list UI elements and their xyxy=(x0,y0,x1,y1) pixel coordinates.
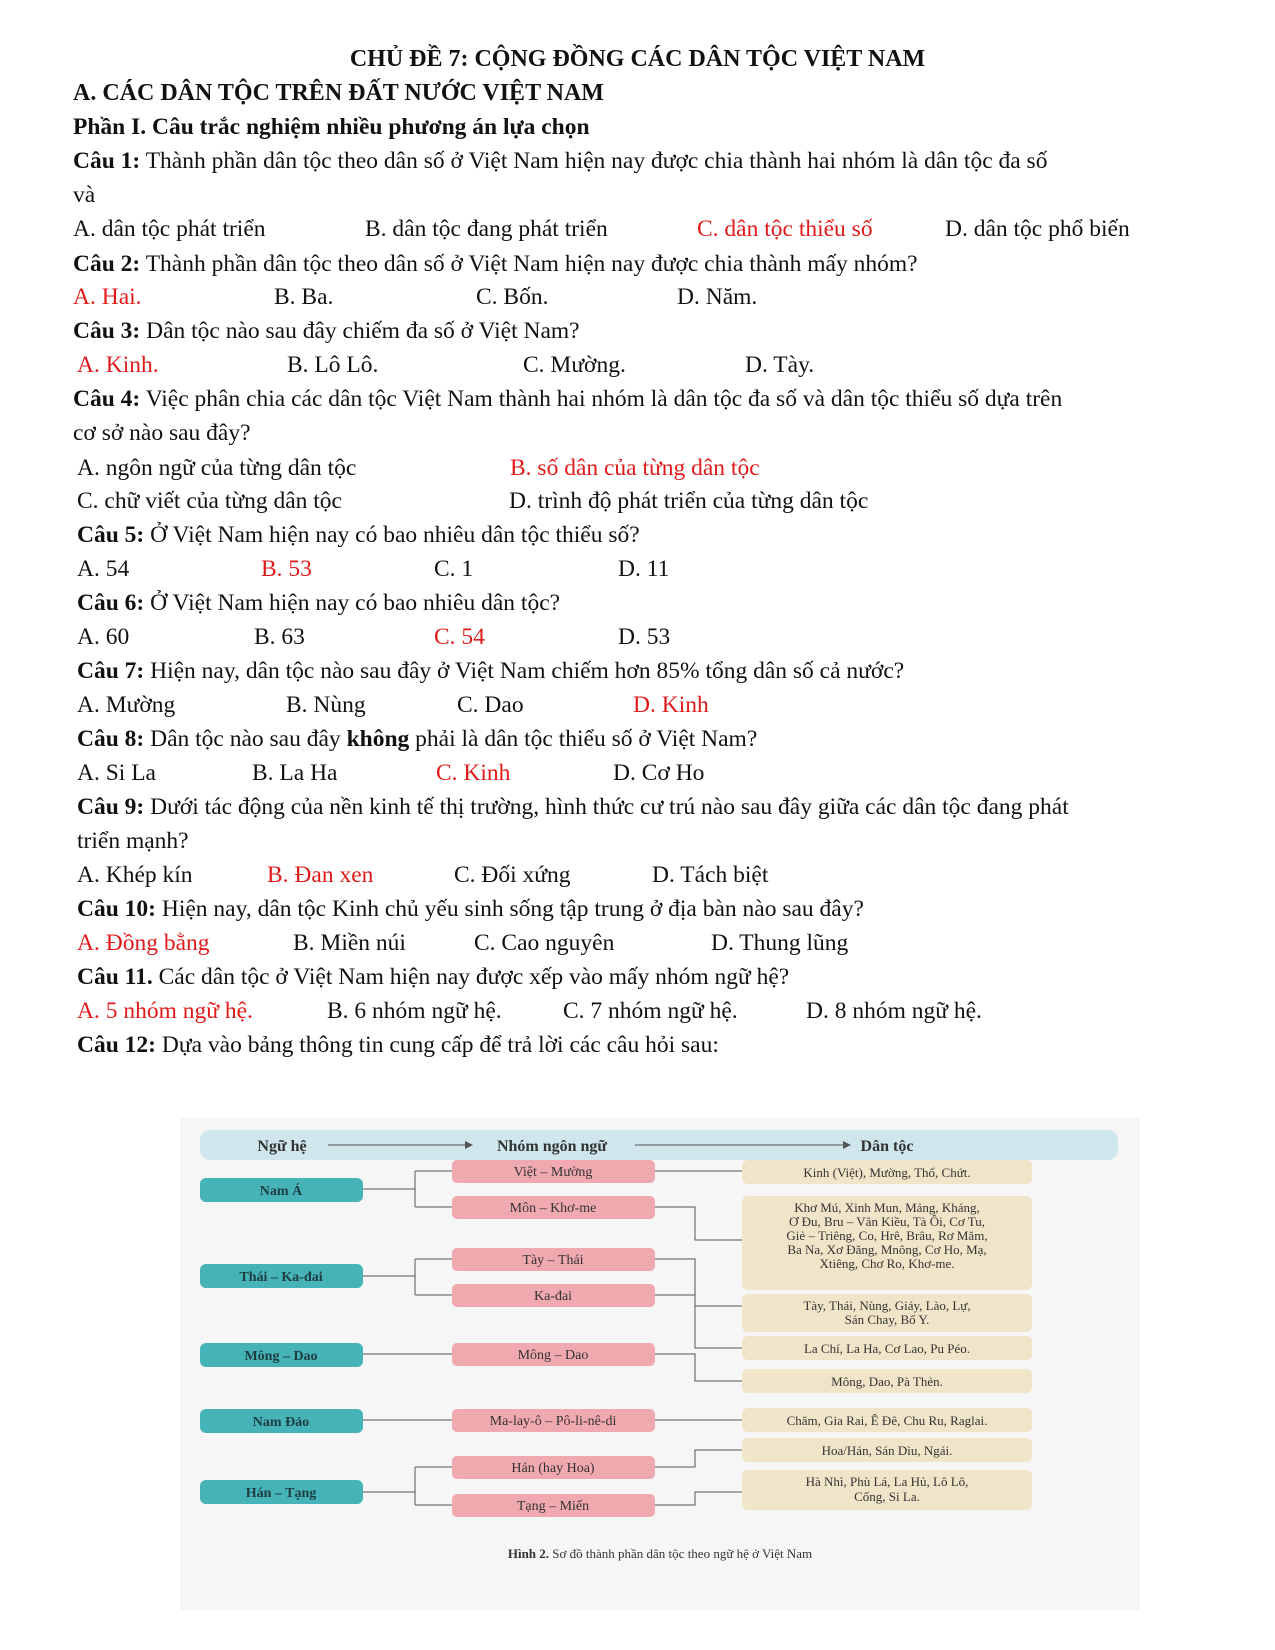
option-a: A. Mường xyxy=(77,692,176,718)
option-c: C. 1 xyxy=(434,556,474,582)
option-a: A. Si La xyxy=(77,760,156,786)
family-label: Nam Đảo xyxy=(252,1415,310,1430)
option-b: B. dân tộc đang phát triển xyxy=(365,216,608,242)
caption-text: Sơ đồ thành phần dân tộc theo ngữ hệ ở Việt Nam xyxy=(549,1546,813,1561)
option-c: C. Bốn. xyxy=(476,284,549,310)
peoples-mon-khome xyxy=(742,1196,1032,1290)
section-heading: A. CÁC DÂN TỘC TRÊN ĐẤT NƯỚC VIỆT NAM xyxy=(73,80,604,106)
group-label: Tạng – Miến xyxy=(516,1499,590,1514)
peoples-text: La Chí, La Ha, Cơ Lao, Pu Péo. xyxy=(803,1341,971,1356)
question-label: Câu 3: xyxy=(73,318,141,344)
option-b: B. Nùng xyxy=(286,692,366,718)
diagram-caption xyxy=(508,1546,812,1561)
question-label: Câu 7: xyxy=(77,658,145,684)
option-a: A. dân tộc phát triển xyxy=(73,216,266,242)
option-c: C. Mường. xyxy=(523,352,626,378)
peoples-text: Sán Chay, Bố Y. xyxy=(844,1312,930,1327)
peoples-text: Ba Na, Xơ Đăng, Mnông, Cơ Ho, Mạ, xyxy=(787,1242,987,1257)
option-b: B. 6 nhóm ngữ hệ. xyxy=(327,998,502,1024)
question-6 xyxy=(77,588,1275,618)
family-label: Nam Á xyxy=(259,1184,303,1199)
group-malayo-polynesian xyxy=(452,1409,655,1432)
question-label: Câu 11. xyxy=(77,964,153,990)
option-b: B. 63 xyxy=(254,624,305,650)
part-heading: Phần I. Câu trắc nghiệm nhiều phương án lựa chọn xyxy=(73,114,590,140)
group-label: Tày – Thái xyxy=(522,1253,584,1268)
question-text-continued: triển mạnh? xyxy=(77,828,189,854)
question-1 xyxy=(73,146,1275,176)
option-a-correct: A. 5 nhóm ngữ hệ. xyxy=(77,998,253,1024)
peoples-han xyxy=(742,1438,1032,1462)
question-text: Thành phần dân tộc theo dân số ở Việt Nam hiện nay được chia thành mấy nhóm? xyxy=(145,251,918,277)
header-col-language-group: Nhóm ngôn ngữ xyxy=(496,1138,608,1155)
option-c: C. Đối xứng xyxy=(454,862,571,888)
header-col-language-family: Ngữ hệ xyxy=(257,1138,307,1155)
peoples-text: Cống, Si La. xyxy=(854,1489,920,1504)
family-label: Thái – Ka-đai xyxy=(239,1270,323,1285)
family-thai-ka-dai xyxy=(200,1264,363,1288)
peoples-text: Giẻ – Triêng, Co, Hrê, Brâu, Rơ Măm, xyxy=(786,1228,988,1243)
family-nam-a xyxy=(200,1178,363,1202)
question-9 xyxy=(77,792,1275,822)
option-b-correct: B. số dân của từng dân tộc xyxy=(510,455,760,481)
question-text: Ở Việt Nam hiện nay có bao nhiêu dân tộc thiểu số? xyxy=(150,522,640,548)
question-text: Ở Việt Nam hiện nay có bao nhiêu dân tộc? xyxy=(150,590,561,616)
question-text-emphasis: không xyxy=(346,726,410,752)
option-d: D. dân tộc phổ biến xyxy=(945,216,1130,242)
question-8 xyxy=(77,724,1275,754)
option-c: C. chữ viết của từng dân tộc xyxy=(77,488,342,514)
group-label: Ma-lay-ô – Pô-li-nê-di xyxy=(489,1414,617,1429)
group-label: Hán (hay Hoa) xyxy=(511,1461,595,1476)
question-label: Câu 5: xyxy=(77,522,145,548)
option-a: A. 54 xyxy=(77,556,130,582)
language-family-diagram xyxy=(180,1118,1140,1610)
question-text: Các dân tộc ở Việt Nam hiện nay được xếp vào mấy nhóm ngữ hệ? xyxy=(158,964,790,990)
header-col-ethnic-groups: Dân tộc xyxy=(860,1138,914,1155)
peoples-text: Ơ Đu, Bru – Vân Kiều, Tà Ôi, Cơ Tu, xyxy=(789,1214,985,1229)
group-tang-mien xyxy=(452,1494,655,1517)
option-c-correct: C. Kinh xyxy=(436,760,511,786)
group-mon-khome xyxy=(452,1196,655,1219)
peoples-viet-muong xyxy=(742,1160,1032,1184)
question-text-continued: và xyxy=(73,182,96,208)
group-viet-muong xyxy=(452,1160,655,1183)
group-label: Mông – Dao xyxy=(517,1348,589,1363)
group-label: Việt – Mường xyxy=(513,1165,593,1180)
peoples-mong-dao xyxy=(742,1369,1032,1393)
peoples-text: Hà Nhì, Phù Lá, La Hủ, Lô Lô, xyxy=(805,1474,969,1489)
option-b-correct: B. Đan xen xyxy=(267,862,374,888)
option-d: D. 11 xyxy=(618,556,670,582)
peoples-text: Mông, Dao, Pà Thẻn. xyxy=(831,1374,943,1389)
peoples-text: Xtiêng, Chơ Ro, Khơ-me. xyxy=(819,1256,955,1271)
option-b: B. Lô Lô. xyxy=(287,352,379,378)
question-11 xyxy=(77,962,1275,992)
option-a: A. ngôn ngữ của từng dân tộc xyxy=(77,455,357,481)
option-d: D. 53 xyxy=(618,624,671,650)
family-label: Hán – Tạng xyxy=(245,1486,317,1501)
option-a: A. Khép kín xyxy=(77,862,193,888)
option-c: C. Dao xyxy=(457,692,524,718)
option-b: B. Ba. xyxy=(274,284,334,310)
question-text-continued: cơ sở nào sau đây? xyxy=(73,420,251,446)
peoples-tang-mien xyxy=(742,1470,1032,1510)
peoples-text: Hoa/Hán, Sán Dìu, Ngái. xyxy=(821,1443,953,1458)
option-c: C. 7 nhóm ngữ hệ. xyxy=(563,998,738,1024)
option-c: C. Cao nguyên xyxy=(474,930,615,956)
question-text: Dựa vào bảng thông tin cung cấp để trả lời các câu hỏi sau: xyxy=(161,1032,719,1058)
question-label: Câu 8: xyxy=(77,726,145,752)
option-a-correct: A. Hai. xyxy=(73,284,142,310)
option-c-correct: C. dân tộc thiểu số xyxy=(697,216,873,242)
option-d: D. Thung lũng xyxy=(711,930,849,956)
option-a-correct: A. Đồng bằng xyxy=(77,930,210,956)
option-d: D. Cơ Ho xyxy=(613,760,705,786)
question-5 xyxy=(77,520,1275,550)
question-label: Câu 12: xyxy=(77,1032,156,1058)
group-mong-dao xyxy=(452,1343,655,1366)
option-b: B. La Ha xyxy=(252,760,338,786)
option-d: D. trình độ phát triển của từng dân tộc xyxy=(509,488,869,514)
question-7 xyxy=(77,656,1275,686)
group-label: Ka-đai xyxy=(533,1289,573,1304)
peoples-text: Tày, Thái, Nùng, Giáy, Lào, Lự, xyxy=(803,1298,971,1313)
option-a: A. 60 xyxy=(77,624,130,650)
question-text: phải là dân tộc thiểu số ở Việt Nam? xyxy=(409,726,758,752)
question-text: Dưới tác động của nền kinh tế thị trường, hình thức cư trú nào sau đây giữa các dân tộc đang phát xyxy=(150,794,1069,820)
group-tay-thai xyxy=(452,1248,655,1271)
question-label: Câu 10: xyxy=(77,896,156,922)
option-c-correct: C. 54 xyxy=(434,624,485,650)
question-10 xyxy=(77,894,1275,924)
peoples-text: Kinh (Việt), Mường, Thổ, Chứt. xyxy=(803,1165,971,1180)
page-title: CHỦ ĐỀ 7: CỘNG ĐỒNG CÁC DÂN TỘC VIỆT NAM xyxy=(349,46,926,72)
question-text: Dân tộc nào sau đây xyxy=(150,726,347,752)
question-label: Câu 1: xyxy=(73,148,141,174)
option-d: D. 8 nhóm ngữ hệ. xyxy=(806,998,982,1024)
option-d: D. Tày. xyxy=(745,352,815,378)
group-han xyxy=(452,1456,655,1479)
family-han-tang xyxy=(200,1480,363,1504)
option-d: D. Tách biệt xyxy=(652,862,769,888)
peoples-text: Khơ Mú, Xinh Mun, Mảng, Kháng, xyxy=(794,1200,980,1215)
question-text: Hiện nay, dân tộc Kinh chủ yếu sinh sống tập trung ở địa bàn nào sau đây? xyxy=(161,896,864,922)
option-d: D. Năm. xyxy=(677,284,758,310)
family-mong-dao xyxy=(200,1343,363,1367)
question-text: Hiện nay, dân tộc nào sau đây ở Việt Nam chiếm hơn 85% tổng dân số cả nước? xyxy=(150,658,905,684)
question-2 xyxy=(73,249,1275,279)
caption-label: Hình 2. xyxy=(507,1546,550,1561)
question-label: Câu 9: xyxy=(77,794,145,820)
family-nam-dao xyxy=(200,1409,363,1433)
group-ka-dai xyxy=(452,1284,655,1307)
option-b: B. Miền núi xyxy=(293,930,406,956)
question-text: Thành phần dân tộc theo dân số ở Việt Nam hiện nay được chia thành hai nhóm là dân tộc đa số xyxy=(145,148,1048,174)
option-a-correct: A. Kinh. xyxy=(77,352,159,378)
question-3 xyxy=(73,316,1275,346)
family-label: Mông – Dao xyxy=(244,1349,318,1364)
question-label: Câu 6: xyxy=(77,590,145,616)
question-text: Việc phân chia các dân tộc Việt Nam thành hai nhóm là dân tộc đa số và dân tộc thiểu số dựa trên xyxy=(145,386,1063,412)
question-label: Câu 2: xyxy=(73,251,141,277)
group-label: Môn – Khơ-me xyxy=(509,1201,597,1216)
question-label: Câu 4: xyxy=(73,386,141,412)
peoples-ka-dai xyxy=(742,1336,1032,1360)
question-12 xyxy=(77,1030,1275,1060)
option-d-correct: D. Kinh xyxy=(633,692,709,718)
option-b-correct: B. 53 xyxy=(261,556,312,582)
peoples-text: Chăm, Gia Rai, Ê Đê, Chu Ru, Raglai. xyxy=(786,1413,988,1428)
peoples-tay-thai xyxy=(742,1294,1032,1332)
question-4 xyxy=(73,384,1275,414)
question-text: Dân tộc nào sau đây chiếm đa số ở Việt Nam? xyxy=(146,318,580,344)
peoples-malayo xyxy=(742,1408,1032,1432)
